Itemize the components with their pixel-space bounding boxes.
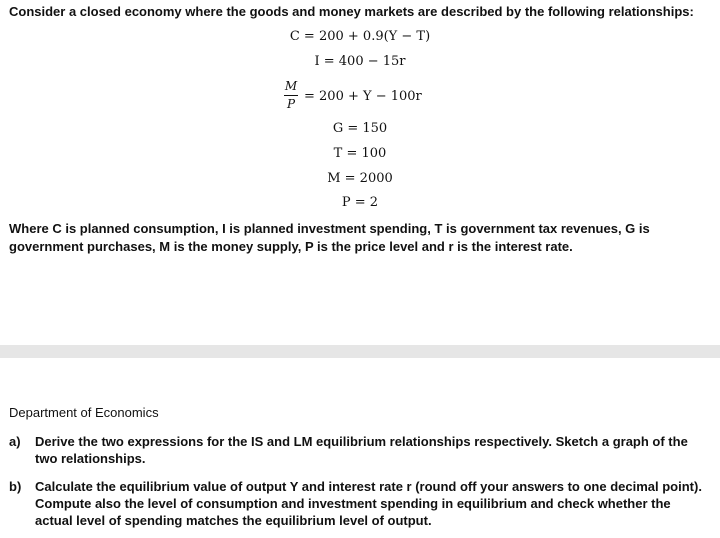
fraction-denominator: P [286,97,296,111]
section-divider [0,345,720,358]
fraction-bar [284,95,298,96]
question-a-label: a) [9,434,21,449]
question-a-text: Derive the two expressions for the IS and LM equilibrium relationships respectively. Sketch a graph of the two relationships. [35,434,688,466]
problem-intro: Consider a closed economy where the goods and money markets are described by the following relationships: [9,4,694,19]
department-label: Department of Economics [9,405,159,420]
fraction-numerator: M [284,79,298,93]
government-equation: G = 150 [332,121,388,136]
consumption-equation: C = 200 + 0.9(Y − T) [289,29,431,44]
tax-equation: T = 100 [333,146,387,161]
investment-equation: I = 400 − 15r [314,54,406,69]
money-supply-equation: M = 2000 [327,171,393,186]
question-b-text: Calculate the equilibrium value of output Y and interest rate r (round off your answers to one decimal point). Compute also the level of consumption and investment spending in equilibrium and check whether the actual level of spending matches the equilibrium level of output. [35,479,702,528]
money-demand-fraction [283,79,299,112]
money-demand-rhs: = 200 + Y − 100r [304,89,422,104]
price-level-equation: P = 2 [341,195,379,210]
variable-definitions: Where C is planned consumption, I is planned investment spending, T is government tax revenues, G is government purchases, M is the money supply, P is the price level and r is the interest rate. [9,221,650,254]
question-b-label: b) [9,479,22,494]
